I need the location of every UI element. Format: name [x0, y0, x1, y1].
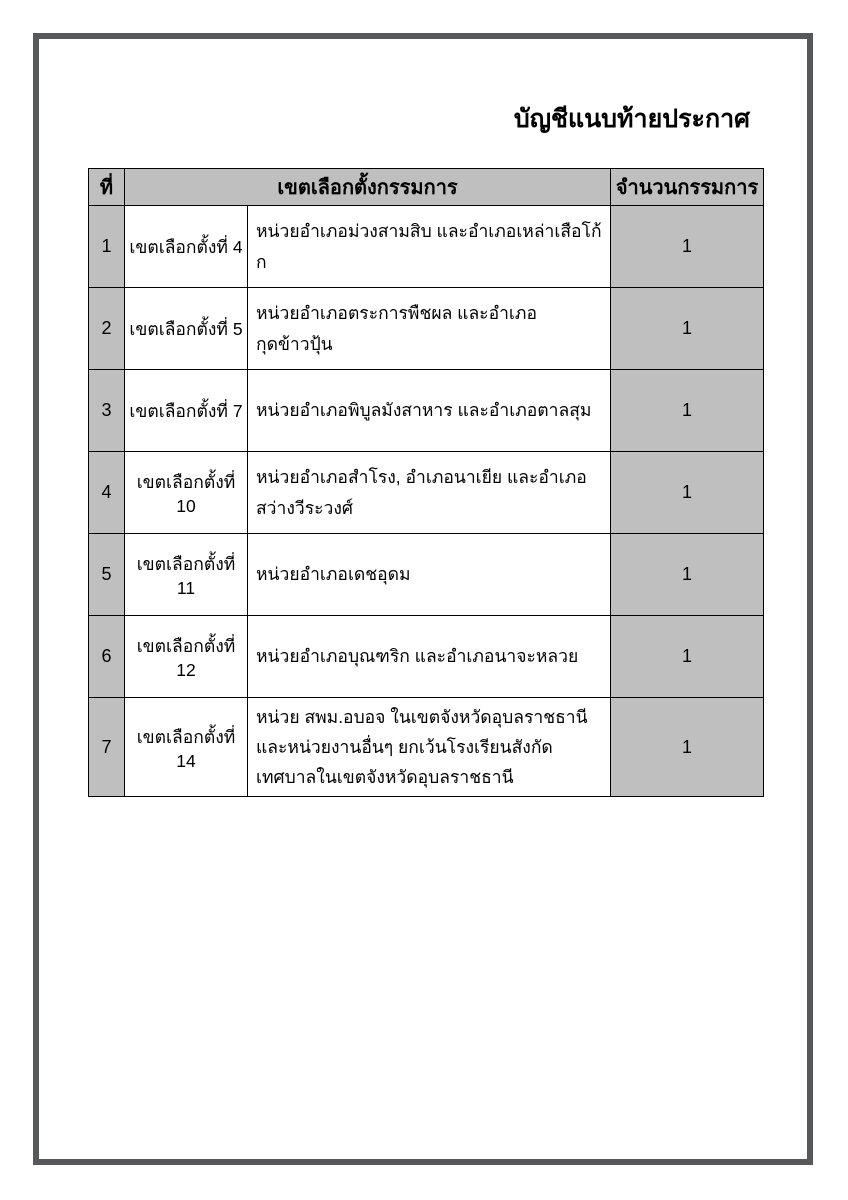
page-border-frame — [33, 33, 813, 1165]
election-districts-table — [88, 168, 764, 797]
count-cell: 1 — [611, 534, 764, 616]
count-cell: 1 — [611, 616, 764, 698]
table-row — [89, 452, 764, 534]
description-cell: หน่วยอำเภอสำโรง, อำเภอนาเยีย และอำเภอสว่างวีระวงศ์ — [248, 452, 611, 534]
row-number-cell: 1 — [89, 206, 125, 288]
table-row — [89, 370, 764, 452]
description-cell: หน่วยอำเภอเดชอุดม — [248, 534, 611, 616]
district-cell: เขตเลือกตั้งที่ 5 — [125, 288, 248, 370]
count-cell: 1 — [611, 206, 764, 288]
row-number-cell: 2 — [89, 288, 125, 370]
row-number-cell: 5 — [89, 534, 125, 616]
row-number-cell: 7 — [89, 698, 125, 797]
header-no: ที่ — [89, 169, 125, 206]
table-row — [89, 698, 764, 797]
count-cell: 1 — [611, 452, 764, 534]
header-district: เขตเลือกตั้งกรรมการ — [125, 169, 611, 206]
district-cell: เขตเลือกตั้งที่ 7 — [125, 370, 248, 452]
description-cell: หน่วยอำเภอม่วงสามสิบ และอำเภอเหล่าเสือโก้ก — [248, 206, 611, 288]
table-row — [89, 206, 764, 288]
count-cell: 1 — [611, 288, 764, 370]
table-row — [89, 616, 764, 698]
row-number-cell: 4 — [89, 452, 125, 534]
header-count: จำนวนกรรมการ — [611, 169, 764, 206]
district-cell: เขตเลือกตั้งที่ 10 — [125, 452, 248, 534]
district-cell: เขตเลือกตั้งที่ 12 — [125, 616, 248, 698]
row-number-cell: 3 — [89, 370, 125, 452]
count-cell: 1 — [611, 370, 764, 452]
table-header-row — [89, 169, 764, 206]
table-row — [89, 288, 764, 370]
district-cell: เขตเลือกตั้งที่ 11 — [125, 534, 248, 616]
district-cell: เขตเลือกตั้งที่ 4 — [125, 206, 248, 288]
description-cell: หน่วยอำเภอพิบูลมังสาหาร และอำเภอตาลสุม — [248, 370, 611, 452]
district-cell: เขตเลือกตั้งที่ 14 — [125, 698, 248, 797]
table-row — [89, 534, 764, 616]
count-cell: 1 — [611, 698, 764, 797]
description-cell: หน่วยอำเภอตระการพืชผล และอำเภอกุดข้าวปุ้น — [248, 288, 611, 370]
description-cell: หน่วย สพม.อบอจ ในเขตจังหวัดอุบลราชธานี และหน่วยงานอื่นๆ ยกเว้นโรงเรียนสังกัดเทศบาลในเขตจังหวัดอุบลราชธานี — [248, 698, 611, 797]
row-number-cell: 6 — [89, 616, 125, 698]
description-cell: หน่วยอำเภอบุณฑริก และอำเภอนาจะหลวย — [248, 616, 611, 698]
page-title: บัญชีแนบท้ายประกาศ — [513, 105, 750, 133]
